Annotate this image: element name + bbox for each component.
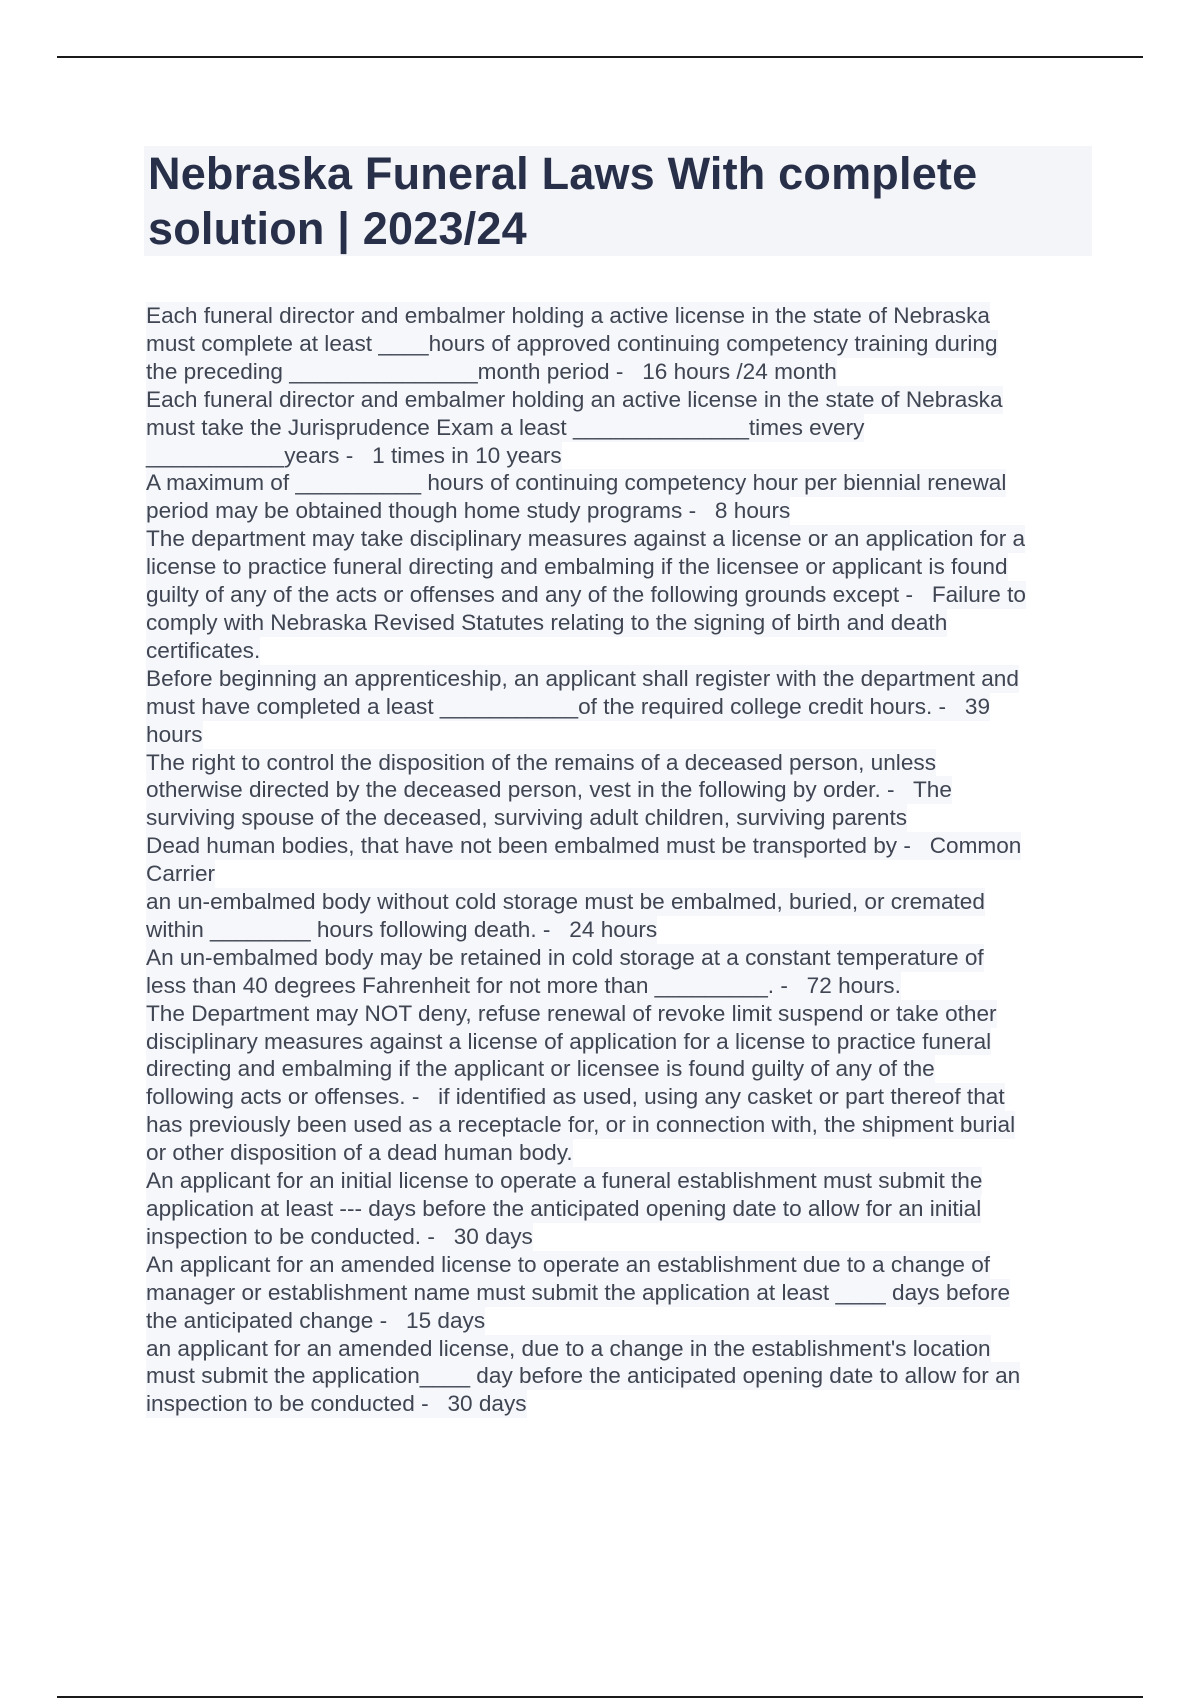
qa-line: the anticipated change - 15 days: [146, 1307, 486, 1333]
qa-line: must have completed a least ___________of the required college credit hours. - 39: [146, 693, 991, 719]
qa-line: manager or establishment name must submit the application at least ____ days before: [146, 1279, 1011, 1305]
qa-line: following acts or offenses. - if identified as used, using any casket or part thereof that: [146, 1084, 1005, 1110]
qa-line: certificates.: [146, 637, 261, 663]
qa-line: comply with Nebraska Revised Statutes relating to the signing of birth and death: [146, 609, 948, 635]
qa-line: directing and embalming if the applicant or licensee is found guilty of any of the: [146, 1056, 935, 1082]
qa-line: hours: [146, 721, 203, 747]
qa-line: An un-embalmed body may be retained in cold storage at a constant temperature of: [146, 944, 984, 970]
qa-line: disciplinary measures against a license of application for a license to practice funeral: [146, 1028, 992, 1054]
qa-item: [146, 888, 1092, 944]
qa-line: inspection to be conducted - 30 days: [146, 1391, 527, 1417]
qa-line: license to practice funeral directing and embalming if the licensee or applicant is found: [146, 554, 1008, 580]
qa-line: application at least --- days before the anticipated opening date to allow for an initial: [146, 1196, 982, 1221]
qa-line: or other disposition of a dead human body.: [146, 1140, 573, 1166]
qa-line: Before beginning an apprenticeship, an applicant shall register with the department and: [146, 665, 1019, 691]
qa-line: an applicant for an amended license, due to a change in the establishment's location: [146, 1335, 991, 1361]
qa-item: [146, 1335, 1092, 1419]
qa-item: [146, 525, 1092, 665]
qa-line: inspection to be conducted. - 30 days: [146, 1223, 533, 1249]
qa-item: [146, 302, 1092, 386]
qa-item: [146, 944, 1092, 1000]
document-title: [144, 146, 1092, 256]
qa-line: must submit the application____ day before the anticipated opening date to allow for an: [146, 1363, 1021, 1389]
qa-item: [146, 1251, 1092, 1335]
qa-item: [146, 665, 1092, 749]
qa-item: [146, 386, 1092, 470]
qa-line: guilty of any of the acts or offenses and any of the following grounds except - Failure to: [146, 582, 1026, 608]
qa-list: [146, 302, 1092, 1418]
qa-line: An applicant for an amended license to operate an establishment due to a change of: [146, 1251, 991, 1277]
title-line: Nebraska Funeral Laws With complete: [148, 148, 978, 199]
qa-line: has previously been used as a receptacle for, or in connection with, the shipment burial: [146, 1112, 1016, 1138]
qa-line: an un-embalmed body without cold storage must be embalmed, buried, or cremated: [146, 889, 985, 915]
qa-line: period may be obtained though home study programs - 8 hours: [146, 498, 791, 524]
qa-line: The department may take disciplinary measures against a license or an application for a: [146, 526, 1026, 552]
qa-line: An applicant for an initial license to operate a funeral establishment must submit the: [146, 1168, 983, 1194]
qa-item: [146, 749, 1092, 833]
qa-line: must complete at least ____hours of approved continuing competency training during: [146, 330, 998, 356]
qa-line: surviving spouse of the deceased, surviving adult children, surviving parents: [146, 805, 908, 831]
qa-line: Each funeral director and embalmer holding an active license in the state of Nebraska: [146, 386, 1003, 412]
title-block: [144, 146, 1092, 256]
qa-line: Each funeral director and embalmer holding a active license in the state of Nebraska: [146, 303, 990, 328]
qa-item: [146, 1000, 1092, 1167]
qa-line: Carrier: [146, 861, 216, 887]
qa-item: [146, 832, 1092, 888]
title-line: solution | 2023/24: [148, 203, 527, 254]
qa-line: ___________years - 1 times in 10 years: [146, 442, 562, 468]
qa-line: otherwise directed by the deceased person, vest in the following by order. - The: [146, 777, 952, 803]
qa-item: [146, 469, 1092, 525]
qa-line: A maximum of __________ hours of continuing competency hour per biennial renewal: [146, 470, 1007, 496]
qa-line: The Department may NOT deny, refuse renewal of revoke limit suspend or take other: [146, 1000, 997, 1026]
qa-line: must take the Jurisprudence Exam a least ______________times every: [146, 414, 865, 440]
qa-line: less than 40 degrees Fahrenheit for not more than _________. - 72 hours.: [146, 972, 901, 998]
bottom-rule: [57, 1696, 1143, 1698]
qa-item: [146, 1167, 1092, 1251]
qa-line: the preceding _______________month period - 16 hours /24 month: [146, 358, 837, 384]
qa-line: within ________ hours following death. - 24 hours: [146, 916, 658, 942]
qa-line: The right to control the disposition of the remains of a deceased person, unless: [146, 749, 936, 775]
top-rule: [57, 56, 1143, 58]
qa-line: Dead human bodies, that have not been embalmed must be transported by - Common: [146, 833, 1022, 859]
